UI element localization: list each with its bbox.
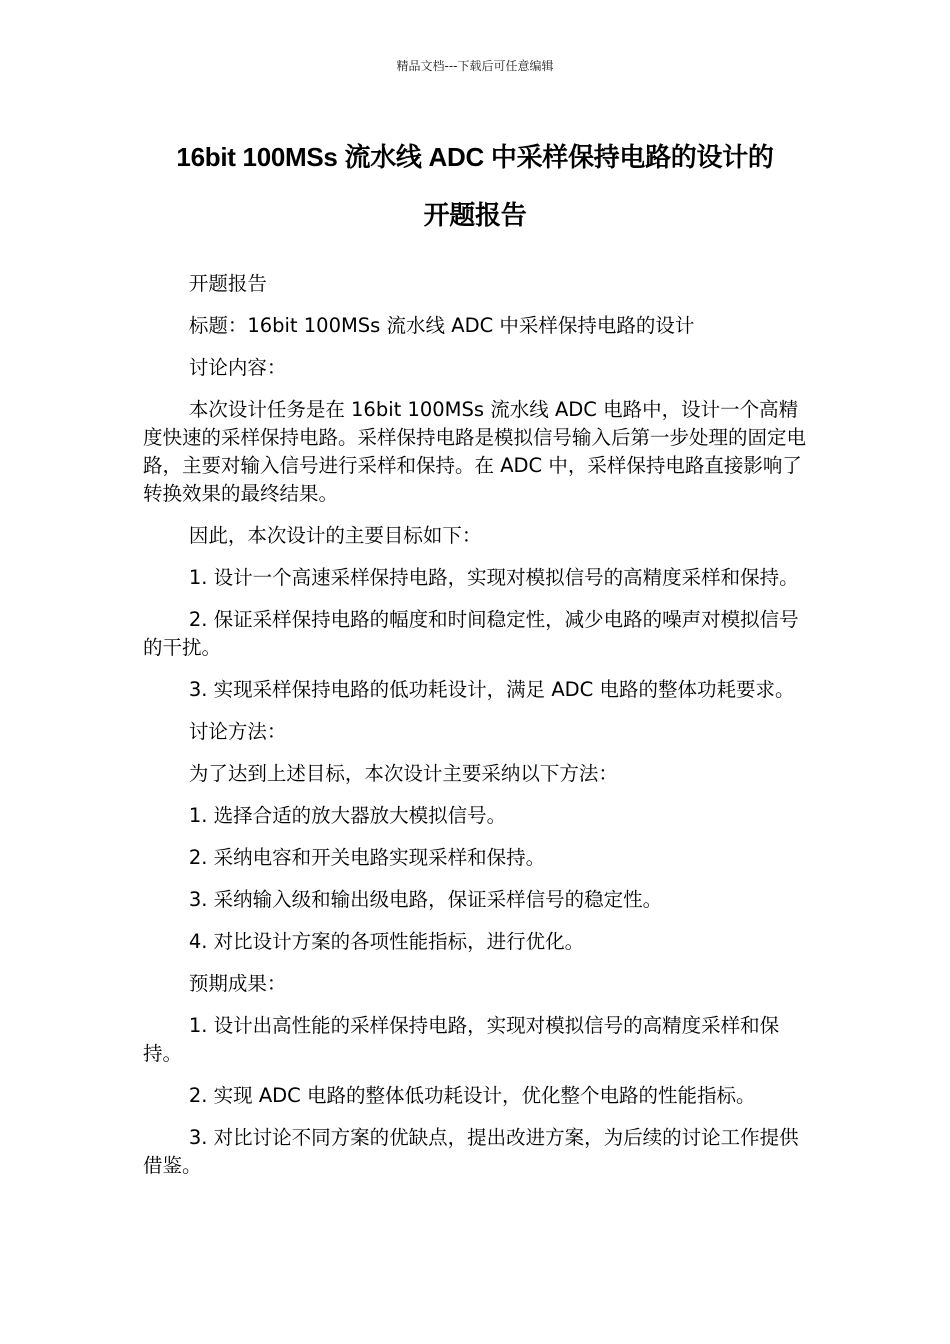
heading-expected-results: 预期成果： [188,972,287,995]
goal-item-1: 1. 设计一个高速采样保持电路，实现对模拟信号的高精度采样和保持。 [188,566,799,589]
document-title-line-1: 16bit 100MSs 流水线 ADC 中采样保持电路的设计的 [176,142,774,172]
subject-line: 标题：16bit 100MSs 流水线 ADC 中采样保持电路的设计 [188,314,695,337]
goal-item-3: 3. 实现采样保持电路的低功耗设计，满足 ADC 电路的整体功耗要求。 [188,678,795,701]
method-item-3: 3. 采纳输入级和输出级电路，保证采样信号的稳定性。 [188,888,663,911]
paragraph-task-description: 本次设计任务是在 16bit 100MSs 流水线 ADC 电路中，设计一个高精度快速的采样保持电路。采样保持电路是模拟信号输入后第一步处理的固定电路，主要对输入信号进行采样和保持。在 ADC 中，采样保持电路直接影响了转换效果的最终结果。 [143,398,807,505]
heading-research-method: 讨论方法： [188,720,287,743]
document-title-line-2: 开题报告 [423,200,527,230]
heading-report: 开题报告 [188,272,267,295]
page-header: 精品文档---下载后可任意编辑 [396,59,554,73]
paragraph-goals-intro: 因此，本次设计的主要目标如下： [188,524,482,547]
document-body [143,270,811,1194]
result-item-1: 1. 设计出高性能的采样保持电路，实现对模拟信号的高精度采样和保持。 [143,1014,780,1065]
paragraph-method-intro: 为了达到上述目标，本次设计主要采纳以下方法： [188,762,618,785]
heading-research-content: 讨论内容： [188,356,287,379]
goal-item-2: 2. 保证采样保持电路的幅度和时间稳定性，减少电路的噪声对模拟信号的干扰。 [143,608,799,659]
document-title [120,128,830,244]
method-item-2: 2. 采纳电容和开关电路实现采样和保持。 [188,846,546,869]
method-item-4: 4. 对比设计方案的各项性能指标，进行优化。 [188,930,585,953]
method-item-1: 1. 选择合适的放大器放大模拟信号。 [188,804,507,827]
result-item-2: 2. 实现 ADC 电路的整体低功耗设计，优化整个电路的性能指标。 [188,1084,756,1107]
result-item-3: 3. 对比讨论不同方案的优缺点，提出改进方案，为后续的讨论工作提供借鉴。 [143,1126,799,1177]
